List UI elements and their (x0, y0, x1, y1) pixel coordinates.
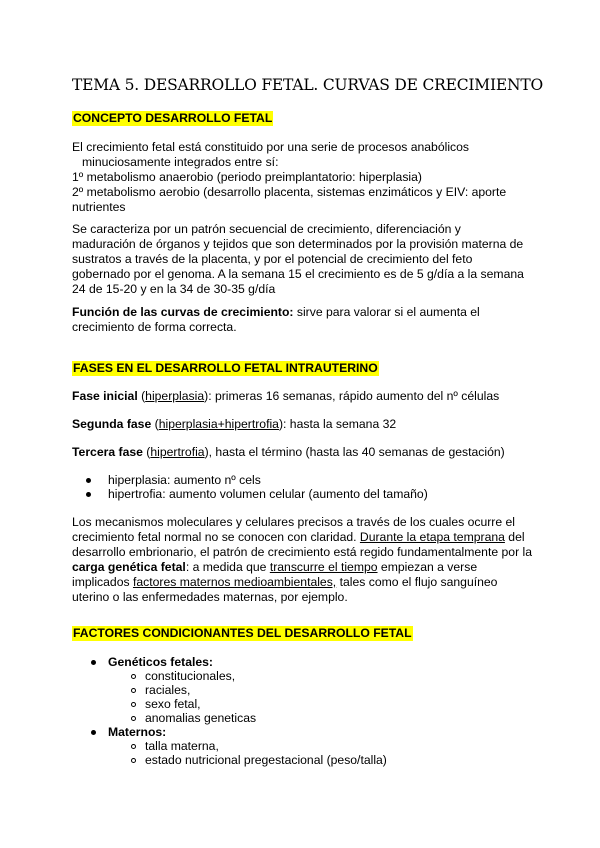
bullet-group-label: Maternos: (108, 725, 167, 739)
sub-bullet-item: estado nutricional pregestacional (peso/talla) (145, 753, 387, 767)
bold-term: Fase inicial (72, 389, 138, 403)
section-heading-concepto: CONCEPTO DESARROLLO FETAL (73, 111, 273, 125)
underlined-term: factores maternos medioambientales, (132, 575, 337, 589)
sub-bullet-circle (131, 744, 136, 749)
section-heading-fases: FASES EN EL DESARROLLO FETAL INTRAUTERINO (73, 361, 378, 375)
bold-term: Segunda fase (72, 417, 152, 431)
sub-bullet-item: constitucionales, (145, 669, 236, 683)
section-heading-factores: FACTORES CONDICIONANTES DEL DESARROLLO FETAL (73, 626, 412, 640)
paragraph-text: sirve para valorar si el aumenta el crecimiento de forma correcta. (72, 305, 480, 334)
page-title: TEMA 5. DESARROLLO FETAL. CURVAS DE CRECIMIENTO (72, 76, 544, 94)
paragraph-text: del desarrollo embrionario, el patrón de crecimiento está regido fundamentalmente por la (72, 530, 532, 559)
sub-bullet-item: talla materna, (145, 739, 219, 753)
bullet-item: hipertrofia: aumento volumen celular (aumento del tamaño) (108, 487, 428, 501)
bullet-dot (91, 730, 96, 735)
sub-bullet-item: sexo fetal, (145, 697, 201, 711)
bullet-dot (91, 660, 96, 665)
sub-bullet-item: anomalias geneticas (145, 711, 257, 725)
bullet-group-label: Genéticos fetales: (108, 655, 213, 669)
bold-term: Tercera fase (72, 445, 143, 459)
fase-tercera: Tercera fase (hipertrofia), hasta el término (hasta las 40 semanas de gestación) (72, 445, 505, 459)
paragraph-mecanismos (72, 515, 532, 605)
paragraph-text: , hasta el término (hasta las 40 semanas de gestación) (208, 445, 505, 459)
paragraph-text: : primeras 16 semanas, rápido aumento del nº células (208, 389, 500, 403)
paragraph-line: 2º metabolismo aerobio (desarrollo placenta, sistemas enzimáticos y EIV: aporte (72, 185, 507, 199)
paragraph-text: Los mecanismos moleculares y celulares precisos a través de los cuales ocurre el crecimiento fetal normal no se conocen con claridad. (72, 515, 516, 544)
paragraph-line: nutrientes (72, 200, 126, 214)
bold-term: Función de las curvas de crecimiento: (72, 305, 294, 319)
bold-term: carga genética fetal (72, 560, 186, 574)
paragraph-funcion (72, 305, 512, 335)
paragraph-concepto (72, 140, 542, 215)
paragraph-text: empiezan a verse implicados (72, 560, 478, 589)
underlined-term: hipertrofia (150, 445, 205, 459)
paragraph-text: : hasta la semana 32 (283, 417, 397, 431)
sub-bullet-circle (131, 758, 136, 763)
paragraph-text: : a medida que (185, 560, 270, 574)
paragraph-patron: Se caracteriza por un patrón secuencial de crecimiento, diferenciación y maduración de órganos y tejidos que son determinados por la provisión materna de sustratos a través de la placenta, y por el potencial de crecimiento del feto gobernado por el genoma. A la semana 15 el crecimiento es de 5 g/día a la semana 24 de 15-20 y en la 34 de 30-35 g/día (72, 222, 524, 296)
sub-bullet-circle (131, 702, 136, 707)
fase-inicial: Fase inicial (hiperplasia): primeras 16 semanas, rápido aumento del nº células (72, 389, 500, 403)
underlined-term: hiperplasia+hipertrofia (158, 417, 279, 431)
sub-bullet-item: raciales, (145, 683, 191, 697)
paragraph-line: El crecimiento fetal está constituido por una serie de procesos anabólicos (72, 140, 469, 154)
underlined-term: transcurre el tiempo (269, 560, 378, 574)
fase-segunda: Segunda fase (hiperplasia+hipertrofia): hasta la semana 32 (72, 417, 397, 431)
sub-bullet-circle (131, 716, 136, 721)
underlined-term: Durante la etapa temprana (359, 530, 505, 544)
sub-bullet-circle (131, 688, 136, 693)
sub-bullet-circle (131, 674, 136, 679)
underlined-term: hiperplasia (145, 389, 205, 403)
bullet-dot (86, 478, 91, 483)
bullet-dot (86, 492, 91, 497)
paragraph-line: 1º metabolismo anaerobio (periodo preimplantatorio: hiperplasia) (72, 170, 422, 184)
bullet-item: hiperplasia: aumento nº cels (108, 473, 261, 487)
paragraph-text: tales como el flujo sanguíneo uterino o las enfermedades maternas, por ejemplo. (72, 575, 498, 604)
paragraph-line: minuciosamente integrados entre sí: (82, 155, 279, 169)
